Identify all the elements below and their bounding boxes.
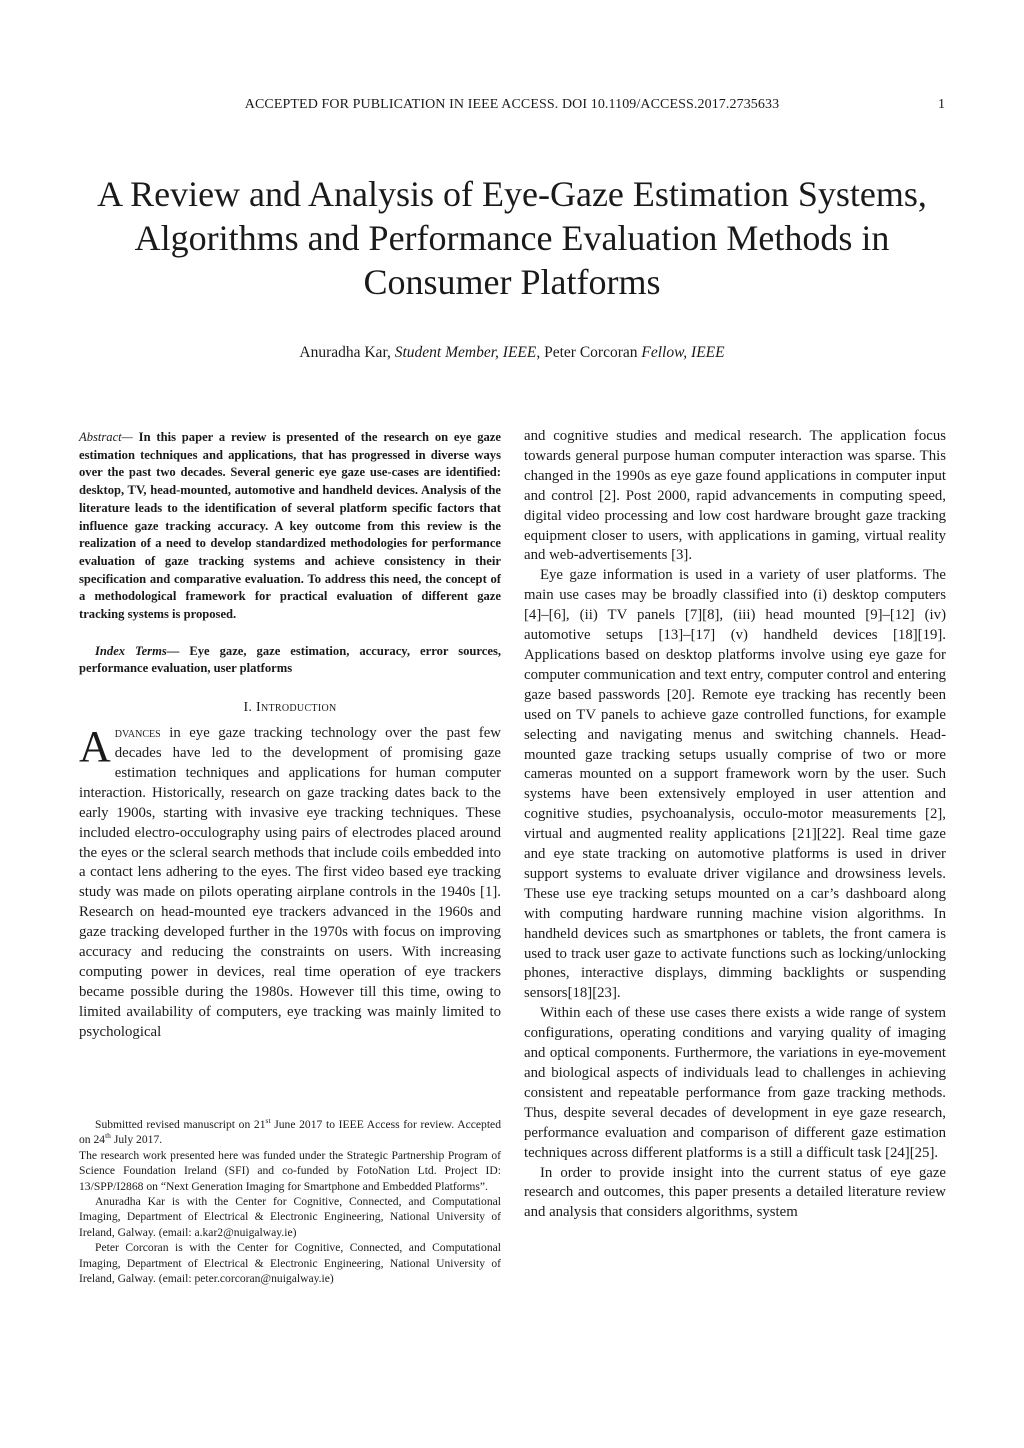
intro-paragraph-3: Within each of these use cases there exists a wide range of system configurations, operating conditions and varying quality of imaging and optical components. Furthermore, the variations in eye-movement and biological aspects of individuals lead to challenges in achieving consistent and repeatable performance from gaze tracking methods. Thus, despite several decades of development in eye gaze research, performance evaluation and comparison of different gaze estimation techniques across different platforms is a still a difficult task [24][25]. — [524, 1005, 946, 1161]
footnote-sup: st — [265, 1116, 271, 1126]
abstract — [79, 429, 501, 624]
intro-smallcaps: dvances — [114, 725, 161, 742]
intro-paragraph-4: In order to provide insight into the current status of eye gaze research and outcomes, this paper presents a detailed literature review and analysis that considers algorithms, system — [524, 1164, 946, 1221]
footnote-author-1: Anuradha Kar is with the Center for Cognitive, Connected, and Computational Imaging, Department of Electrical & Electronic Engineering, National University of Ireland, Galway. (email: a.kar2@nuigalway.ie) — [79, 1195, 501, 1239]
left-column — [79, 429, 501, 1043]
author-line — [60, 344, 964, 362]
abstract-lead: Abstract— — [79, 430, 133, 444]
author-2-name: Peter Corcoran — [540, 344, 642, 361]
right-column — [524, 427, 946, 1223]
intro-paragraph-1-text: in eye gaze tracking technology over the past few decades have led to the development of promising gaze estimation techniques and applications for human computer interaction. Historically, research on gaze tracking dates back to the early 1900s, starting with invasive eye tracking techniques. These included electro-occulography using pairs of electrodes placed around the eyes or the scleral search methods that include coils embedded into a contact lens adhering to the eyes. The first video based eye tracking study was made on pilots operating airplane controls in the 1940s [1]. Research on head-mounted eye trackers advanced in the 1960s and gaze tracking developed further in the 1970s with focus on improving accuracy and reducing the constraints on users. With increasing computing power in devices, real time operation of eye trackers became possible during the 1980s. However till this time, owing to limited availability of computers, eye tracking was mainly limited to psychological — [79, 725, 501, 1040]
running-head: ACCEPTED FOR PUBLICATION IN IEEE ACCESS. DOI 10.1109/ACCESS.2017.2735633 — [244, 97, 780, 112]
index-terms-text: Eye gaze, gaze estimation, accuracy, error sources, performance evaluation, user platforms — [79, 643, 501, 676]
intro-paragraph-1 — [79, 724, 501, 1043]
paper-title: A Review and Analysis of Eye-Gaze Estimation Systems, Algorithms and Performance Evaluation Methods in Consumer Platforms — [97, 174, 927, 302]
footnote-funding: The research work presented here was funded under the Strategic Partnership Program of Science Foundation Ireland (SFI) and co-funded by FotoNation Ltd. Project ID: 13/SPP/I2868 on “Next Generation Imaging for Smartphone and Embedded Platforms”. — [79, 1148, 501, 1193]
intro-paragraph-2: Eye gaze information is used in a variety of user platforms. The main use cases may be broadly classified into (i) desktop computers [4]–[6], (ii) TV panels [7][8], (iii) head mounted [9]–[12] (iv) automotive setups [13]–[17] (v) handheld devices [18][19]. Applications based on desktop platforms involve using eye gaze for computer communication and text entry, computer control and entering gaze based passwords [20]. Remote eye tracking has recently been used on TV panels to achieve gaze controlled functions, for example selecting and navigating menus and switching channels. Head-mounted gaze tracking setups usually comprise of two or more cameras mounted on a support framework worn by the user. Such systems have been extensively employed in user attention and cognitive studies, psychoanalysis, occulo-motor measurements [2], virtual and augmented reality applications [21][22]. Real time gaze and eye state tracking on automotive platforms is used in driver support systems to evaluate driver vigilance and drowsiness levels. These use eye tracking setups mounted on a car’s dashboard along with computing hardware running machine vision algorithms. In handheld devices such as smartphones or tablets, the front camera is used to track user gaze to activate functions such as locking/unlocking phones, interactive displays, dimming backlights or suspending sensors[18][23]. — [524, 567, 946, 1002]
footnote-submission — [79, 1117, 501, 1148]
footnote-submission-part: Submitted revised manuscript on 21 — [95, 1118, 266, 1131]
drop-cap: A — [79, 722, 111, 772]
footnote-submission-part: June 2017 to IEEE Access for review. Accepted on 24 — [79, 1118, 501, 1147]
index-terms — [79, 643, 501, 678]
section-heading-introduction: I. Introduction — [243, 700, 337, 716]
abstract-text: In this paper a review is presented of the research on eye gaze estimation techniques and applications, that has progressed in diverse ways over the past two decades. Several generic eye gaze use-cases are identified: desktop, TV, head-mounted, automotive and handheld devices. Analysis of the literature leads to the identification of several platform specific factors that influence gaze tracking accuracy. A key outcome from this review is the realization of a need to develop standardized methodologies for performance evaluation of gaze tracking systems and achieve consistency in their specification and comparative evaluation. To address this need, the concept of a methodological framework for practical evaluation of different gaze tracking systems is proposed. — [79, 430, 501, 622]
author-2-role: Fellow, IEEE — [641, 344, 725, 361]
footnote-submission-part: July 2017. — [110, 1133, 163, 1147]
author-1-name: Anuradha Kar, — [299, 344, 395, 361]
intro-paragraph-1-continued: and cognitive studies and medical research. The application focus towards general purpose human computer interaction was sparse. This changed in the 1990s as eye gaze found applications in computer input and control [2]. Post 2000, rapid advancements in computing speed, digital video processing and low cost hardware brought gaze tracking equipment closer to users, with applications in gaming, virtual reality and web-advertisements [3]. — [524, 428, 946, 564]
footnotes — [79, 1117, 501, 1286]
footnote-author-2: Peter Corcoran is with the Center for Cognitive, Connected, and Computational Imaging, Department of Electrical & Electronic Engineering, National University of Ireland, Galway. (email: peter.corcoran@nuigalway.ie) — [79, 1241, 501, 1286]
page-number: 1 — [938, 97, 945, 112]
index-terms-lead: Index Terms— — [95, 643, 180, 658]
footnote-sup: th — [105, 1131, 111, 1141]
author-1-role: Student Member, IEEE, — [394, 344, 541, 361]
